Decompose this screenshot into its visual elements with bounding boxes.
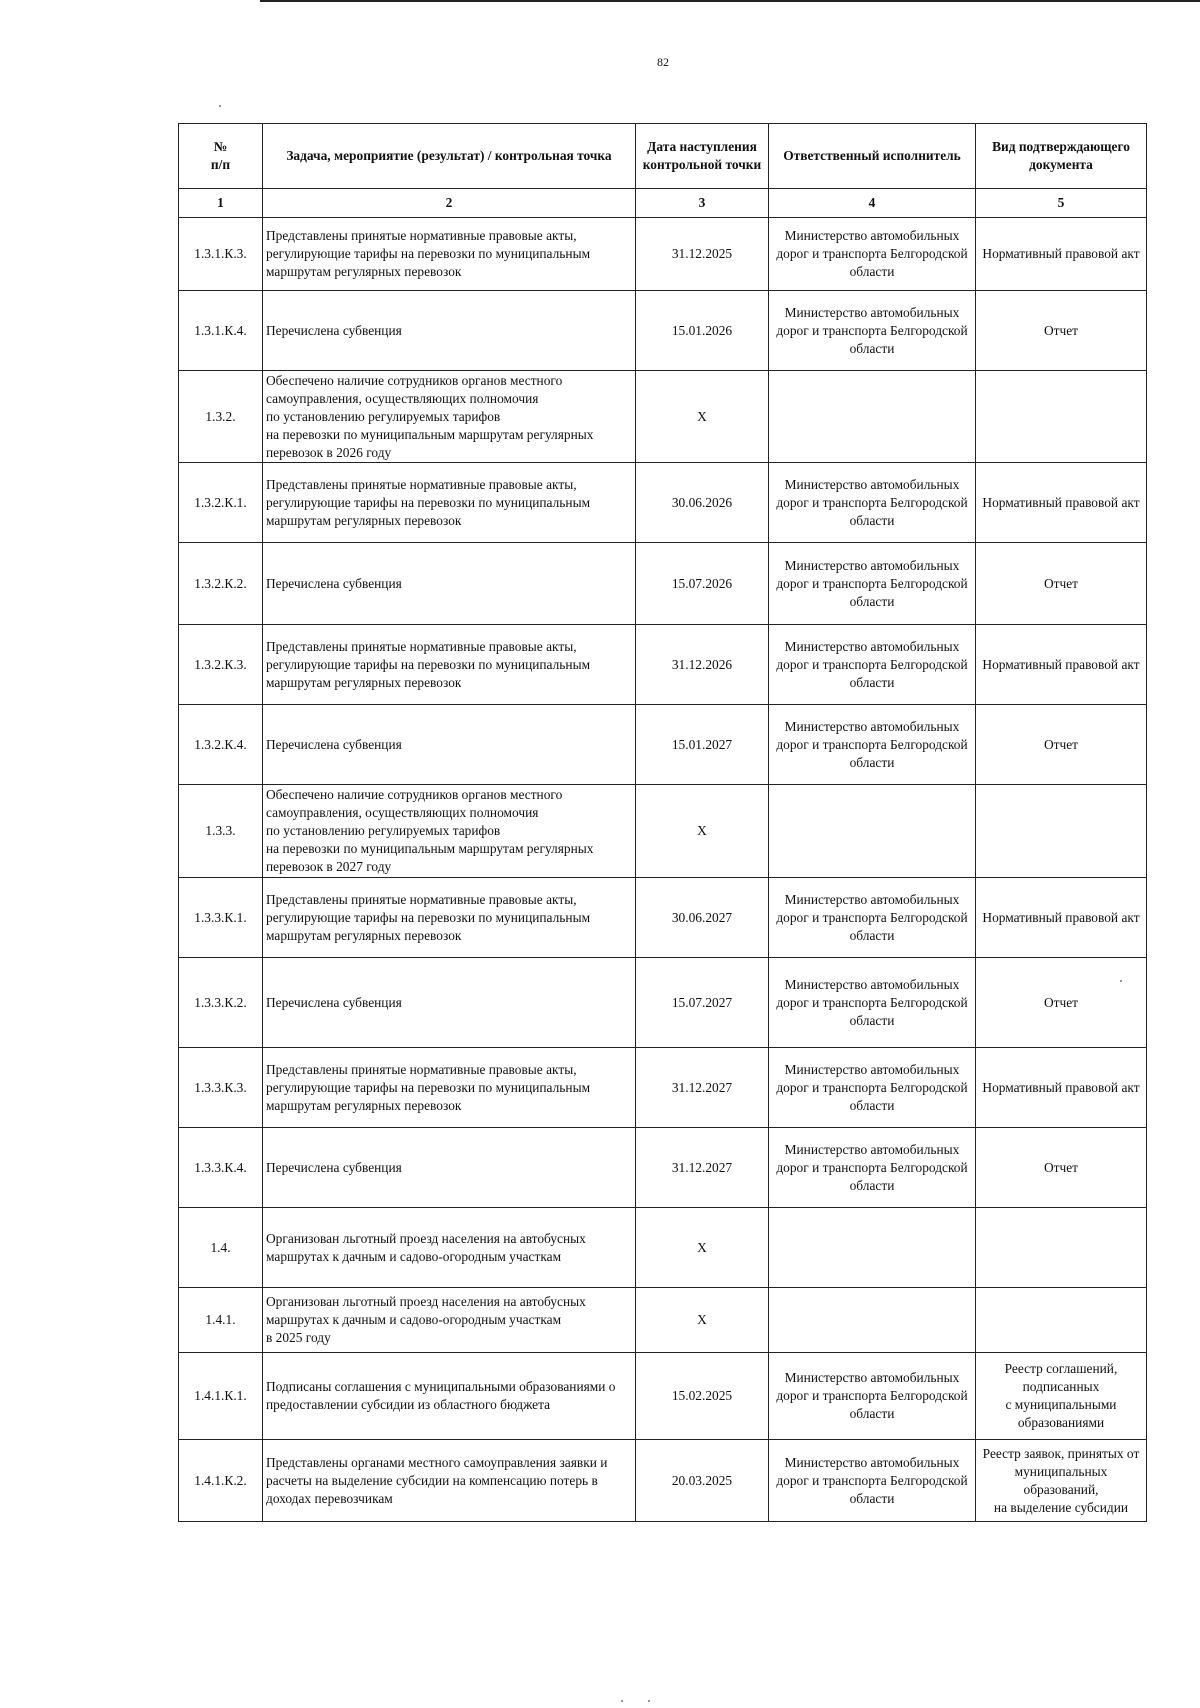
row-task-cell: Обеспечено наличие сотрудников органов местного самоуправления, осуществляющих полномочия по установлению регулируемых тарифов на перевозки по муниципальным маршрутам регулярных перевозок в 2026 году bbox=[263, 371, 636, 463]
row-executor-cell bbox=[769, 1288, 976, 1353]
row-document-cell: Отчет bbox=[976, 543, 1147, 625]
row-number-cell: 1.3.3.К.3. bbox=[179, 1048, 263, 1128]
column-number-row bbox=[179, 189, 1147, 218]
row-date-cell: X bbox=[636, 785, 769, 878]
scan-speck bbox=[219, 105, 221, 107]
row-number-cell: 1.3.3.К.1. bbox=[179, 878, 263, 958]
column-number: 3 bbox=[636, 189, 769, 218]
row-number-cell: 1.3.3.К.2. bbox=[179, 958, 263, 1048]
row-date-cell: X bbox=[636, 371, 769, 463]
row-number-cell: 1.3.2. bbox=[179, 371, 263, 463]
table-row bbox=[179, 958, 1147, 1048]
row-task-cell: Перечислена субвенция bbox=[263, 291, 636, 371]
table-row bbox=[179, 878, 1147, 958]
row-date-cell: 31.12.2027 bbox=[636, 1048, 769, 1128]
row-number-cell: 1.3.2.К.1. bbox=[179, 463, 263, 543]
row-document-cell: Отчет bbox=[976, 291, 1147, 371]
row-executor-cell: Министерство автомобильных дорог и транспорта Белгородской области bbox=[769, 463, 976, 543]
row-document-cell: Отчет bbox=[976, 705, 1147, 785]
header-document: Вид подтверждающего документа bbox=[976, 124, 1147, 189]
table-row bbox=[179, 1353, 1147, 1440]
row-date-cell: 30.06.2026 bbox=[636, 463, 769, 543]
row-executor-cell bbox=[769, 785, 976, 878]
row-task-cell: Перечислена субвенция bbox=[263, 1128, 636, 1208]
scan-speck bbox=[648, 1700, 650, 1702]
row-number-cell: 1.3.3. bbox=[179, 785, 263, 878]
row-date-cell: 15.02.2025 bbox=[636, 1353, 769, 1440]
row-executor-cell: Министерство автомобильных дорог и транспорта Белгородской области bbox=[769, 1353, 976, 1440]
row-document-cell bbox=[976, 785, 1147, 878]
row-number-cell: 1.4. bbox=[179, 1208, 263, 1288]
row-task-cell: Представлены принятые нормативные правовые акты, регулирующие тарифы на перевозки по муниципальным маршрутам регулярных перевозок bbox=[263, 463, 636, 543]
row-document-cell: Реестр заявок, принятых от муниципальных образований, на выделение субсидии bbox=[976, 1440, 1147, 1522]
row-task-cell: Перечислена субвенция bbox=[263, 705, 636, 785]
row-executor-cell: Министерство автомобильных дорог и транспорта Белгородской области bbox=[769, 1128, 976, 1208]
table-row bbox=[179, 463, 1147, 543]
table-row bbox=[179, 785, 1147, 878]
header-number: № п/п bbox=[179, 124, 263, 189]
row-task-cell: Представлены принятые нормативные правовые акты, регулирующие тарифы на перевозки по муниципальным маршрутам регулярных перевозок bbox=[263, 625, 636, 705]
table-row bbox=[179, 625, 1147, 705]
row-number-cell: 1.3.2.К.3. bbox=[179, 625, 263, 705]
row-document-cell: Нормативный правовой акт bbox=[976, 625, 1147, 705]
row-executor-cell: Министерство автомобильных дорог и транспорта Белгородской области bbox=[769, 1440, 976, 1522]
row-executor-cell: Министерство автомобильных дорог и транспорта Белгородской области bbox=[769, 291, 976, 371]
row-document-cell bbox=[976, 371, 1147, 463]
table-row bbox=[179, 1288, 1147, 1353]
row-date-cell: 15.07.2026 bbox=[636, 543, 769, 625]
scan-speck bbox=[621, 1700, 623, 1702]
row-task-cell: Организован льготный проезд населения на автобусных маршрутах к дачным и садово-огородным участкам bbox=[263, 1208, 636, 1288]
header-task: Задача, мероприятие (результат) / контрольная точка bbox=[263, 124, 636, 189]
row-task-cell: Перечислена субвенция bbox=[263, 958, 636, 1048]
top-border-line bbox=[260, 0, 1200, 2]
row-number-cell: 1.3.3.К.4. bbox=[179, 1128, 263, 1208]
row-number-cell: 1.3.2.К.4. bbox=[179, 705, 263, 785]
row-date-cell: 15.07.2027 bbox=[636, 958, 769, 1048]
row-number-cell: 1.3.1.К.3. bbox=[179, 218, 263, 291]
row-executor-cell: Министерство автомобильных дорог и транспорта Белгородской области bbox=[769, 958, 976, 1048]
row-document-cell: Реестр соглашений, подписанных с муниципальными образованиями bbox=[976, 1353, 1147, 1440]
table-row bbox=[179, 218, 1147, 291]
row-document-cell: Нормативный правовой акт bbox=[976, 218, 1147, 291]
row-number-cell: 1.3.1.К.4. bbox=[179, 291, 263, 371]
row-number-cell: 1.4.1. bbox=[179, 1288, 263, 1353]
column-number: 4 bbox=[769, 189, 976, 218]
row-document-cell: Отчет bbox=[976, 958, 1147, 1048]
row-executor-cell: Министерство автомобильных дорог и транспорта Белгородской области bbox=[769, 625, 976, 705]
header-date: Дата наступления контрольной точки bbox=[636, 124, 769, 189]
column-number: 5 bbox=[976, 189, 1147, 218]
column-number: 1 bbox=[179, 189, 263, 218]
table-row bbox=[179, 371, 1147, 463]
row-document-cell bbox=[976, 1208, 1147, 1288]
row-date-cell: 31.12.2025 bbox=[636, 218, 769, 291]
row-date-cell: 15.01.2027 bbox=[636, 705, 769, 785]
row-document-cell: Нормативный правовой акт bbox=[976, 878, 1147, 958]
table-row bbox=[179, 1128, 1147, 1208]
row-executor-cell: Министерство автомобильных дорог и транспорта Белгородской области bbox=[769, 705, 976, 785]
row-number-cell: 1.4.1.К.2. bbox=[179, 1440, 263, 1522]
row-executor-cell: Министерство автомобильных дорог и транспорта Белгородской области bbox=[769, 1048, 976, 1128]
row-executor-cell: Министерство автомобильных дорог и транспорта Белгородской области bbox=[769, 878, 976, 958]
row-date-cell: 31.12.2027 bbox=[636, 1128, 769, 1208]
table-row bbox=[179, 1048, 1147, 1128]
header-row bbox=[179, 124, 1147, 189]
row-document-cell: Нормативный правовой акт bbox=[976, 1048, 1147, 1128]
row-date-cell: 30.06.2027 bbox=[636, 878, 769, 958]
row-task-cell: Представлены принятые нормативные правовые акты, регулирующие тарифы на перевозки по муниципальным маршрутам регулярных перевозок bbox=[263, 878, 636, 958]
row-task-cell: Представлены органами местного самоуправления заявки и расчеты на выделение субсидии на компенсацию потерь в доходах перевозчикам bbox=[263, 1440, 636, 1522]
row-task-cell: Представлены принятые нормативные правовые акты, регулирующие тарифы на перевозки по муниципальным маршрутам регулярных перевозок bbox=[263, 218, 636, 291]
row-document-cell bbox=[976, 1288, 1147, 1353]
row-number-cell: 1.3.2.К.2. bbox=[179, 543, 263, 625]
table-row bbox=[179, 1440, 1147, 1522]
page-number: 82 bbox=[657, 55, 669, 69]
row-date-cell: X bbox=[636, 1208, 769, 1288]
row-task-cell: Обеспечено наличие сотрудников органов местного самоуправления, осуществляющих полномочия по установлению регулируемых тарифов на перевозки по муниципальным маршрутам регулярных перевозок в 2027 году bbox=[263, 785, 636, 878]
row-executor-cell: Министерство автомобильных дорог и транспорта Белгородской области bbox=[769, 543, 976, 625]
table-row bbox=[179, 705, 1147, 785]
row-executor-cell: Министерство автомобильных дорог и транспорта Белгородской области bbox=[769, 218, 976, 291]
column-number: 2 bbox=[263, 189, 636, 218]
table-row bbox=[179, 543, 1147, 625]
row-executor-cell bbox=[769, 371, 976, 463]
row-date-cell: 31.12.2026 bbox=[636, 625, 769, 705]
row-date-cell: 15.01.2026 bbox=[636, 291, 769, 371]
header-executor: Ответственный исполнитель bbox=[769, 124, 976, 189]
row-date-cell: 20.03.2025 bbox=[636, 1440, 769, 1522]
row-document-cell: Нормативный правовой акт bbox=[976, 463, 1147, 543]
row-date-cell: X bbox=[636, 1288, 769, 1353]
row-document-cell: Отчет bbox=[976, 1128, 1147, 1208]
row-task-cell: Организован льготный проезд населения на автобусных маршрутах к дачным и садово-огородным участкам в 2025 году bbox=[263, 1288, 636, 1353]
row-executor-cell bbox=[769, 1208, 976, 1288]
row-task-cell: Перечислена субвенция bbox=[263, 543, 636, 625]
control-points-table bbox=[178, 123, 1147, 1522]
row-task-cell: Подписаны соглашения с муниципальными образованиями о предоставлении субсидии из областного бюджета bbox=[263, 1353, 636, 1440]
row-task-cell: Представлены принятые нормативные правовые акты, регулирующие тарифы на перевозки по муниципальным маршрутам регулярных перевозок bbox=[263, 1048, 636, 1128]
table-row bbox=[179, 1208, 1147, 1288]
row-number-cell: 1.4.1.К.1. bbox=[179, 1353, 263, 1440]
table-row bbox=[179, 291, 1147, 371]
